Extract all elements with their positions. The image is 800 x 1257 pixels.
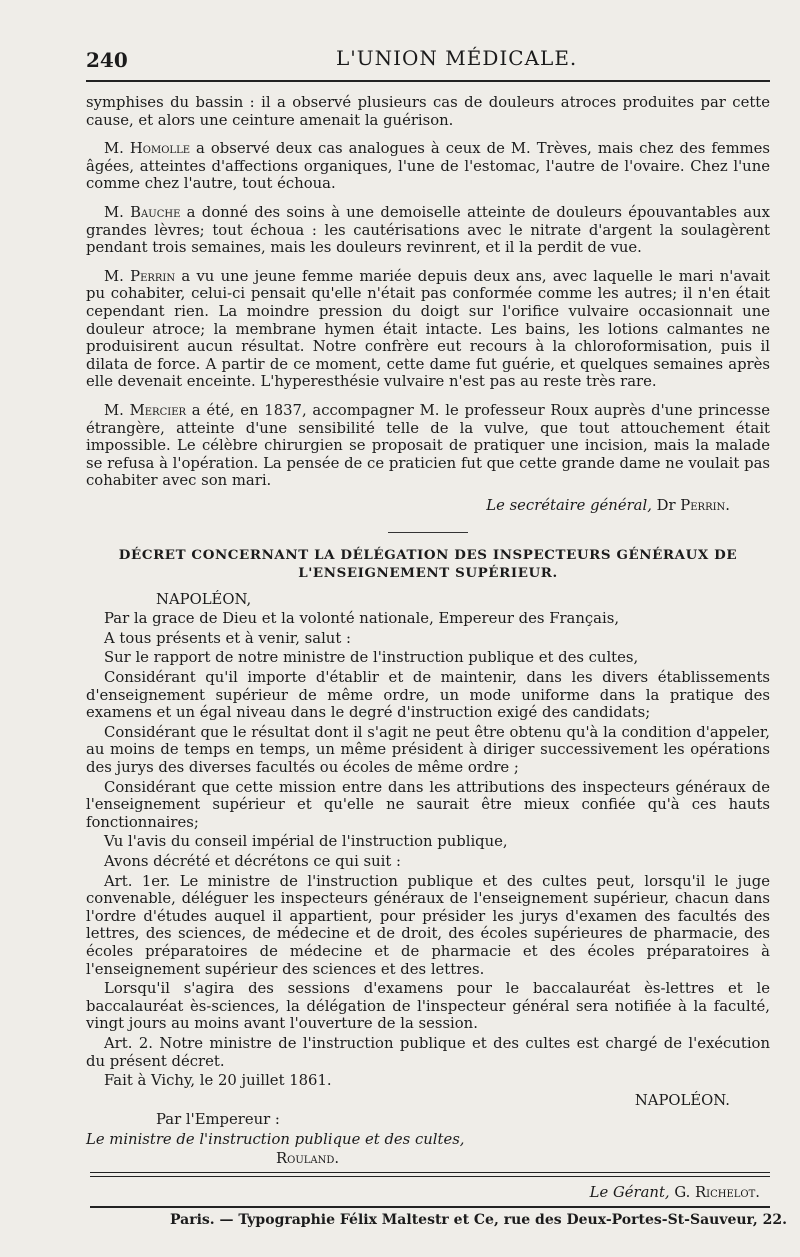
decree-napoleon-head: NAPOLÉON,: [156, 590, 252, 608]
decree-line: Avons décrété et décrétons ce qui suit :: [104, 852, 402, 870]
paragraph: [86, 140, 770, 193]
paragraph: [86, 268, 770, 391]
speaker-name: Homolle: [129, 140, 191, 158]
decree-date: Fait à Vichy, le 20 juillet 1861.: [104, 1072, 332, 1090]
paragraph: [86, 402, 770, 490]
decree-line: Par la grace de Dieu et la volonté nationale, Empereur des Français,: [104, 610, 620, 628]
decree-line: Considérant que cette mission entre dans les attributions des inspecteurs généraux de l'enseignement supérieur et qu'elle ne saurait être mieux confiée qu'à ces hauts fonctionnaires;: [86, 778, 770, 831]
paragraph-text: a donné des soins à une demoiselle atteinte de douleurs épouvantables aux grandes lèvres; tout échoua : les cautérisations avec le nitrate d'argent la soulagèrent pendant trois semaines, mais les douleurs revinrent, et il la perdit de vue.: [86, 203, 770, 257]
decree-line: Sur le rapport de notre ministre de l'instruction publique et des cultes,: [104, 649, 639, 667]
speaker-name: Perrin: [130, 267, 176, 285]
journal-title: L'UNION MÉDICALE.: [336, 46, 578, 70]
decree-line: Vu l'avis du conseil impérial de l'instruction publique,: [104, 833, 508, 851]
par-empereur: Par l'Empereur :: [156, 1111, 280, 1129]
decree-line: Considérant que le résultat dont il s'agit ne peut être obtenu qu'à la condition d'appeler, au moins de temps en temps, un même président à diriger successivement les opérations des jurys des diverses facultés ou écoles de même ordre ;: [86, 723, 770, 776]
page-number: 240: [86, 48, 128, 72]
gerant-signature: [590, 1184, 760, 1201]
decree-body: [86, 591, 770, 1168]
speaker-name: Bauche: [130, 203, 181, 221]
speaker-name: Mercier: [129, 401, 187, 419]
paragraph-text: a observé deux cas analogues à ceux de M. Trèves, mais chez des femmes âgées, atteintes d'affections organiques, l'une de l'estomac, l'autre de l'ovaire. Chez l'une comme chez l'autre, tout échoua.: [86, 140, 770, 193]
header-rule: [86, 80, 770, 82]
section-divider: [388, 532, 468, 533]
printer-imprint: Paris. — Typographie Félix Maltestr et Ce, rue des Deux-Portes-St-Sauveur, 22.: [170, 1212, 787, 1228]
decree-article-2: Art. 2. Notre ministre de l'instruction publique et des cultes est chargé de l'exécution du présent décret.: [86, 1034, 770, 1070]
decree-title: DÉCRET CONCERNANT LA DÉLÉGATION DES INSPECTEURS GÉNÉRAUX DE L'ENSEIGNEMENT SUPÉRIEUR.: [118, 547, 738, 582]
paragraph-text: a été, en 1837, accompagner M. le professeur Roux auprès d'une princesse étrangère, atteinte d'une sensibilité telle de la vulve, que tout attouchement était impossible. Le célèbre chirurgien se proposait de pratiquer une incision, mais la malade se refusa à l'opération. La pensée de ce praticien fut que cette grande dame ne voulait pas cohabiter avec son mari.: [86, 401, 771, 490]
gerant-name: G. Richelot.: [669, 1184, 760, 1201]
mister-prefix: M.: [104, 140, 130, 158]
decree-line: Lorsqu'il s'agira des sessions d'examens pour le baccalauréat ès-lettres et le baccalauréat ès-sciences, la délégation de l'inspecteur général sera notifiée à la faculté, vingt jours au moins avant l'ouverture de la session.: [86, 980, 770, 1033]
mister-prefix: M.: [104, 401, 130, 419]
decree-line: A tous présents et à venir, salut :: [104, 629, 351, 647]
mister-prefix: M.: [104, 203, 131, 221]
paragraph: symphises du bassin : il a observé plusieurs cas de douleurs atroces produites par cette cause, et alors une ceinture amenait la guérison.: [86, 94, 770, 129]
printer-rule: [90, 1206, 770, 1208]
minister-title: Le ministre de l'instruction publique et des cultes,: [86, 1130, 465, 1148]
decree-line: Considérant qu'il importe d'établir et de maintenir, dans les divers établissements d'enseignement supérieur de même ordre, un mode uniforme dans la pratique des examens et un égal niveau dans le degré d'instruction exigé des candidats;: [86, 669, 770, 722]
decree-article-1: Art. 1er. Le ministre de l'instruction publique et des cultes peut, lorsqu'il le juge convenable, déléguer les inspecteurs généraux de l'enseignement supérieur, chacun dans l'ordre d'études auquel il appartient, pour présider les jurys d'examen des facultés des lettres, des sciences, de médecine et de droit, des écoles supérieures de pharmacie, des écoles préparatoires de médecine et de pharmacie et des écoles préparatoires à l'enseignement supérieur des sciences et des lettres.: [86, 872, 770, 978]
minister-name: Rouland.: [276, 1150, 340, 1168]
footer-rule: [90, 1172, 770, 1173]
footer-rule-double: [90, 1176, 770, 1177]
article-body: [86, 94, 770, 1170]
paragraph-text: a vu une jeune femme mariée depuis deux ans, avec laquelle le mari n'avait pu cohabiter, celui-ci pensait qu'elle n'était pas conformée comme les autres; il n'en était cependant rien. La moindre pression du doigt sur l'orifice vulvaire occasionnait une douleur atroce; la membrane hymen était intacte. Les bains, les lotions calmantes ne produisirent aucun résultat. Notre confrère eut recours à la chloroformisation, puis il dilata de force. A partir de ce moment, cette dame fut guérie, et quelques semaines après elle devenait enceinte. L'hyperesthésie vulvaire n'est pas au reste très rare.: [86, 267, 770, 391]
signature-name: Perrin.: [680, 496, 730, 514]
gerant-label: Le Gérant,: [589, 1184, 670, 1201]
decree-signed: NAPOLÉON.: [634, 1091, 730, 1109]
paragraph: [86, 204, 770, 257]
page-header: [86, 40, 770, 80]
secretary-signature: [86, 497, 730, 515]
mister-prefix: M.: [104, 267, 131, 285]
signature-doctor: Dr: [651, 496, 681, 514]
signature-role: Le secrétaire général,: [486, 496, 652, 514]
